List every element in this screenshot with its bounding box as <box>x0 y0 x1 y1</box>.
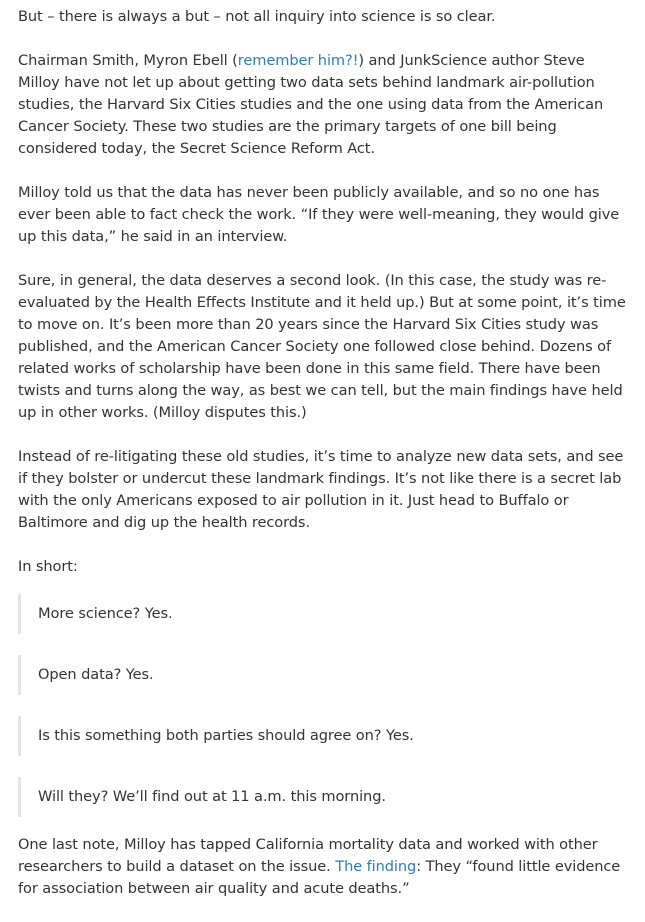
quote-text: More science? Yes. <box>38 605 173 622</box>
paragraph-intro: But – there is always a but – not all inquiry into science is so clear. <box>18 8 496 25</box>
quote-text: Is this something both parties should agree on? Yes. <box>38 727 414 744</box>
blockquote-both-parties <box>18 716 630 756</box>
paragraph-last-note-text-end: : They “found little evidence for association between air quality and acute deaths.” <box>18 858 621 897</box>
paragraph-in-short: In short: <box>18 558 78 575</box>
paragraph-second-look: Sure, in general, the data deserves a second look. (In this case, the study was re-evaluated by the Health Effects Institute and it held up.) But at some point, it’s time to move on. It’s been more than 20 years since the Harvard Six Cities study was published, and the American Cancer Society one followed close behind. Dozens of related works of scholarship have been done in this same field. There have been twists and turns along the way, as best we can tell, but the main findings have held up in other works. (Milloy disputes this.) <box>18 272 626 421</box>
article-body <box>18 6 630 922</box>
remember-him-link[interactable]: remember him?! <box>237 52 359 69</box>
blockquote-will-they <box>18 777 630 817</box>
paragraph-new-data: Instead of re-litigating these old studies, it’s time to analyze new data sets, and see if they bolster or undercut these landmark findings. It’s not like there is a secret lab with the only Americans exposed to air pollution in it. Just head to Buffalo or Baltimore and dig up the health records. <box>18 448 624 531</box>
paragraph-chairman <box>18 50 630 160</box>
quote-text: Will they? We’ll find out at 11 a.m. this morning. <box>38 788 386 805</box>
paragraph-last-note-text-start: One last note, Milloy has tapped California mortality data and worked with other researchers to build a dataset on the issue. <box>18 836 598 875</box>
quote-text: Open data? Yes. <box>38 666 154 683</box>
the-finding-link[interactable]: The finding <box>335 858 417 875</box>
paragraph-last-note <box>18 834 630 900</box>
paragraph-chairman-text-end: ) and JunkScience author Steve Milloy have not let up about getting two data sets behind landmark air-pollution studies, the Harvard Six Cities studies and the one using data from the American Cancer Society. These two studies are the primary targets of one bill being considered today, the Secret Science Reform Act. <box>18 52 604 157</box>
blockquote-more-science <box>18 594 630 634</box>
paragraph-milloy: Milloy told us that the data has never been publicly available, and so no one has ever been able to fact check the work. “If they were well-meaning, they would give up this data,” he said in an interview. <box>18 184 620 245</box>
blockquote-open-data <box>18 655 630 695</box>
paragraph-chairman-text-start: Chairman Smith, Myron Ebell ( <box>18 52 238 69</box>
